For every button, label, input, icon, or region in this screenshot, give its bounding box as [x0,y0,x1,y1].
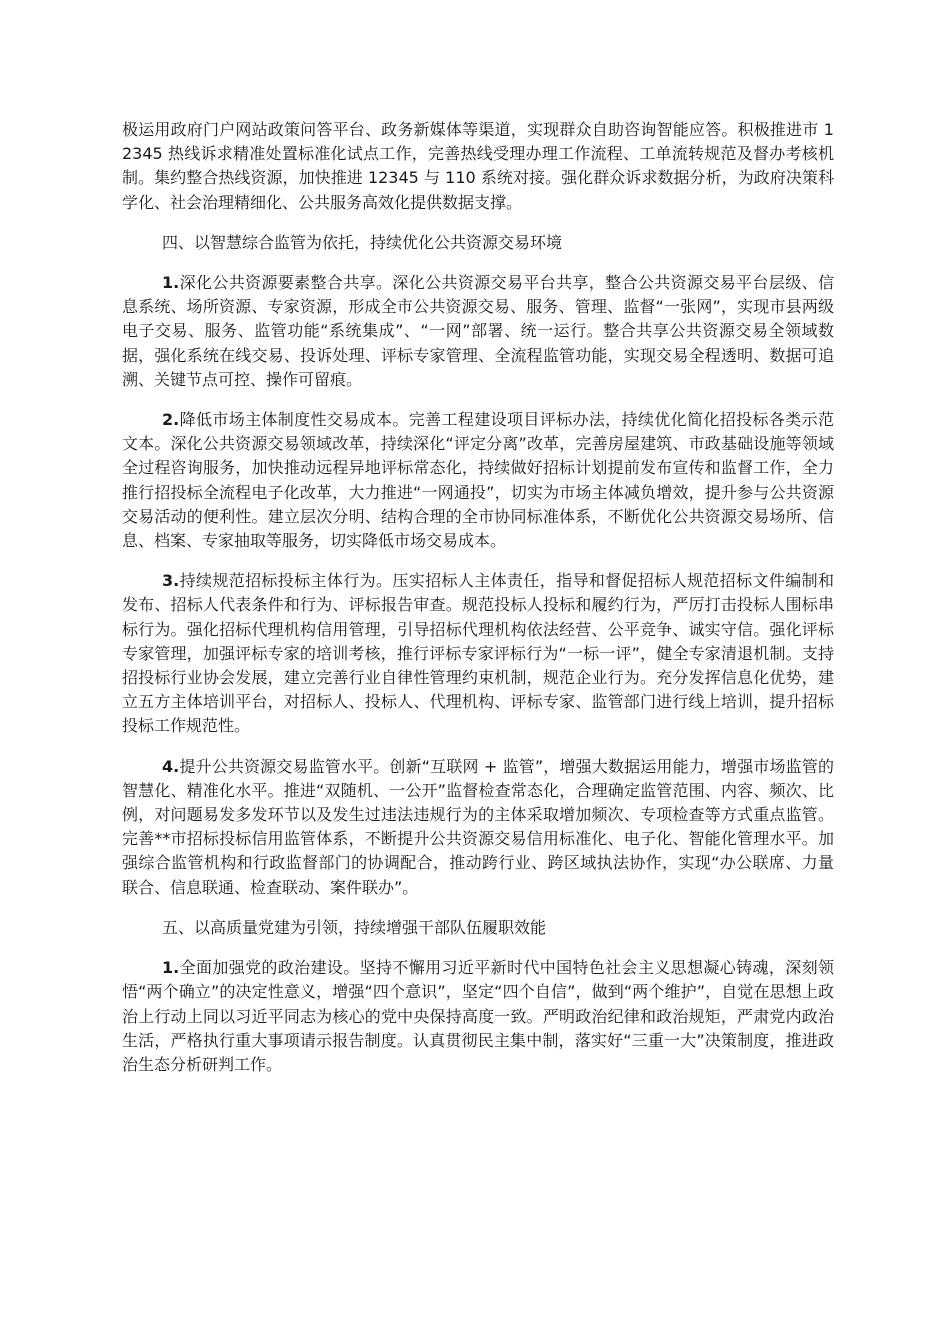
body-paragraph-4-1 [122,271,834,392]
paragraph-text: 全面加强党的政治建设。坚持不懈用习近平新时代中国特色社会主义思想凝心铸魂，深刻领悟“两个确立”的决定性意义，增强“四个意识”，坚定“四个自信”，做到“两个维护”，自觉在思想上政治上行动上同以习近平同志为核心的党中央保持高度一致。严明政治纪律和政治规矩，严肃党内政治生活，严格执行重大事项请示报告制度。认真贯彻民主集中制，落实好“三重一大”决策制度，推进政治生态分析研判工作。 [122,958,834,1074]
body-paragraph-4-4 [122,755,834,900]
body-paragraph-4-3 [122,569,834,738]
item-number: 4. [162,756,180,776]
section-heading-five [122,916,834,940]
item-number: 1. [162,958,180,978]
paragraph-text: 极运用政府门户网站政策问答平台、政务新媒体等渠道，实现群众自助咨询智能应答。积极推进市 12345 热线诉求精准处置标准化试点工作，完善热线受理办理工作流程、工单流转规范及督办考核机制。集约整合热线资源，加快推进 12345 与 110 系统对接。强化群众诉求数据分析，为政府决策科学化、社会治理精细化、公共服务高效化提供数据支撑。 [122,120,834,212]
body-paragraph-4-2 [122,408,834,553]
document-page [122,118,834,1077]
section-heading-four [122,231,834,255]
heading-text: 四、以智慧综合监管为依托，持续优化公共资源交易环境 [162,232,563,252]
paragraph-text: 深化公共资源要素整合共享。深化公共资源交易平台共享，整合公共资源交易平台层级、信息系统、场所资源、专家资源，形成全市公共资源交易、服务、管理、监督“一张网”，实现市县两级电子交易、服务、监管功能“系统集成”、“一网”部署、统一运行。整合共享公共资源交易全领域数据，强化系统在线交易、投诉处理、评标专家管理、全流程监管功能，实现交易全程透明、数据可追溯、关键节点可控、操作可留痕。 [122,273,834,389]
paragraph-text: 提升公共资源交易监管水平。创新“互联网 + 监管”，增强大数据运用能力，增强市场监管的智慧化、精准化水平。推进“双随机、一公开”监督检查常态化，合理确定监管范围、内容、频次、比例，对问题易发多发环节以及发生过违法违规行为的主体采取增加频次、专项检查等方式重点监管。完善**市招标投标信用监管体系，不断提升公共资源交易信用标准化、电子化、智能化管理水平。加强综合监管机构和行政监督部门的协调配合，推动跨行业、跨区域执法协作，实现“办公联席、力量联合、信息联通、检查联动、案件联办”。 [122,756,834,897]
body-paragraph-5-1 [122,956,834,1077]
body-paragraph-continuation [122,118,834,215]
paragraph-text: 持续规范招标投标主体行为。压实招标人主体责任，指导和督促招标人规范招标文件编制和发布、招标人代表条件和行为、评标报告审查。规范投标人投标和履约行为，严厉打击投标人围标串标行为。强化招标代理机构信用管理，引导招标代理机构依法经营、公平竞争、诚实守信。强化评标专家管理，加强评标专家的培训考核，推行评标专家评标行为“一标一评”，健全专家清退机制。支持招投标行业协会发展，建立完善行业自律性管理约束机制，规范企业行为。充分发挥信息化优势，建立五方主体培训平台，对招标人、投标人、代理机构、评标专家、监管部门进行线上培训，提升招标投标工作规范性。 [122,571,834,736]
paragraph-text: 降低市场主体制度性交易成本。完善工程建设项目评标办法，持续优化简化招投标各类示范文本。深化公共资源交易领域改革，持续深化“评定分离”改革，完善房屋建筑、市政基础设施等领域全过程咨询服务，加快推动远程异地评标常态化，持续做好招标计划提前发布宣传和监督工作，全力推行招投标全流程电子化改革，大力推进“一网通投”，切实为市场主体减负增效，提升参与公共资源交易活动的便利性。建立层次分明、结构合理的全市协同标准体系，不断优化公共资源交易场所、信息、档案、专家抽取等服务，切实降低市场交易成本。 [122,410,834,551]
item-number: 1. [162,273,180,293]
item-number: 2. [162,410,180,430]
item-number: 3. [162,571,180,591]
heading-text: 五、以高质量党建为引领，持续增强干部队伍履职效能 [162,917,547,937]
